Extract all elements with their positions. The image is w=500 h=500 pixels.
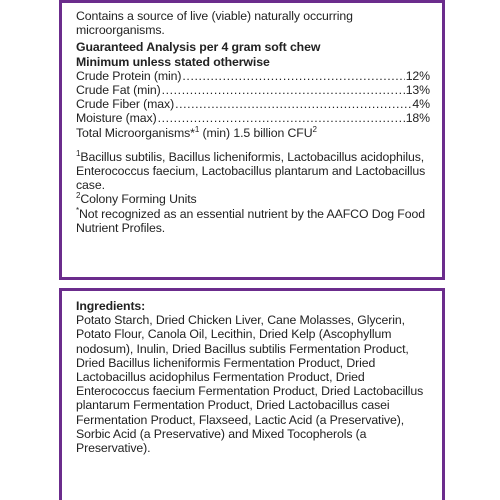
analysis-row-value: 18%	[405, 111, 430, 126]
analysis-row-label: Crude Fiber (max)	[76, 97, 175, 112]
analysis-row-label: Crude Protein (min)	[76, 68, 182, 83]
footnote-1-mark: 1	[76, 148, 81, 158]
analysis-row-moisture	[76, 111, 430, 125]
dot-leader	[162, 83, 405, 97]
analysis-row-value: 12%	[405, 68, 430, 83]
footnote-1	[76, 150, 430, 193]
total-microorganisms-line	[76, 126, 430, 140]
footnote-2-mark: 2	[76, 191, 81, 201]
analysis-row-value: 13%	[405, 83, 430, 98]
analysis-row-crude-fat	[76, 83, 430, 97]
ingredients-heading: Ingredients:	[76, 299, 146, 313]
analysis-row-value: 4%	[412, 97, 430, 112]
analysis-row-label: Moisture (max)	[76, 111, 157, 126]
guaranteed-analysis-heading	[76, 40, 430, 68]
footnote-1-text: Bacillus subtilis, Bacillus licheniformis, Lactobacillus acidophilus, Enterococcus faecium, Lactobacillus plantarum and Lactobacillus case.	[76, 149, 426, 193]
ingredients-text: Potato Starch, Dried Chicken Liver, Cane Molasses, Glycerin, Potato Flour, Canola Oil, Lecithin, Dried Kelp (Ascophyllum nodosum), Inulin, Dried Bacillus subtilis Fermentation Product, Dried Bacillus licheniformis Fermentation Product, Dried Lactobacillus acidophilus Fermentation Product, Dried Enterococcus faecium Fermentation Product, Dried Lactobacillus plantarum Fermentation Product, Dried Lactobacillus casei Fermentation Product, Flaxseed, Lactic Acid (a Preservative), Sorbic Acid (a Preservative) and Mixed Tocopherols (a Preservative).	[76, 313, 424, 456]
footnote-3-mark: *	[76, 205, 80, 215]
guaranteed-analysis-heading-line1: Guaranteed Analysis per 4 gram soft chew	[76, 40, 321, 55]
analysis-row-crude-fiber	[76, 97, 430, 111]
guaranteed-analysis-panel	[59, 0, 445, 280]
footnote-ref-1: 1	[194, 124, 200, 134]
footnote-3-text: Not recognized as an essential nutrient by the AAFCO Dog Food Nutrient Profiles.	[76, 206, 425, 235]
footnote-ref-2: 2	[312, 124, 317, 134]
total-microorganisms-value: (min) 1.5 billion CFU	[199, 125, 313, 140]
footnote-2-text: Colony Forming Units	[80, 192, 197, 207]
analysis-table	[76, 69, 430, 140]
dot-leader	[175, 97, 411, 111]
probiotic-intro-text: Contains a source of live (viable) naturally occurring microorganisms.	[76, 9, 353, 38]
dot-leader	[158, 111, 405, 125]
analysis-row-crude-protein	[76, 69, 430, 83]
dot-leader	[182, 69, 404, 83]
footnote-2	[76, 192, 430, 206]
footnote-3	[76, 207, 430, 235]
ingredients-panel	[59, 288, 445, 500]
total-microorganisms-label: Total Microorganisms*	[76, 125, 195, 140]
analysis-row-label: Crude Fat (min)	[76, 83, 161, 98]
guaranteed-analysis-heading-line2: Minimum unless stated otherwise	[76, 54, 270, 69]
